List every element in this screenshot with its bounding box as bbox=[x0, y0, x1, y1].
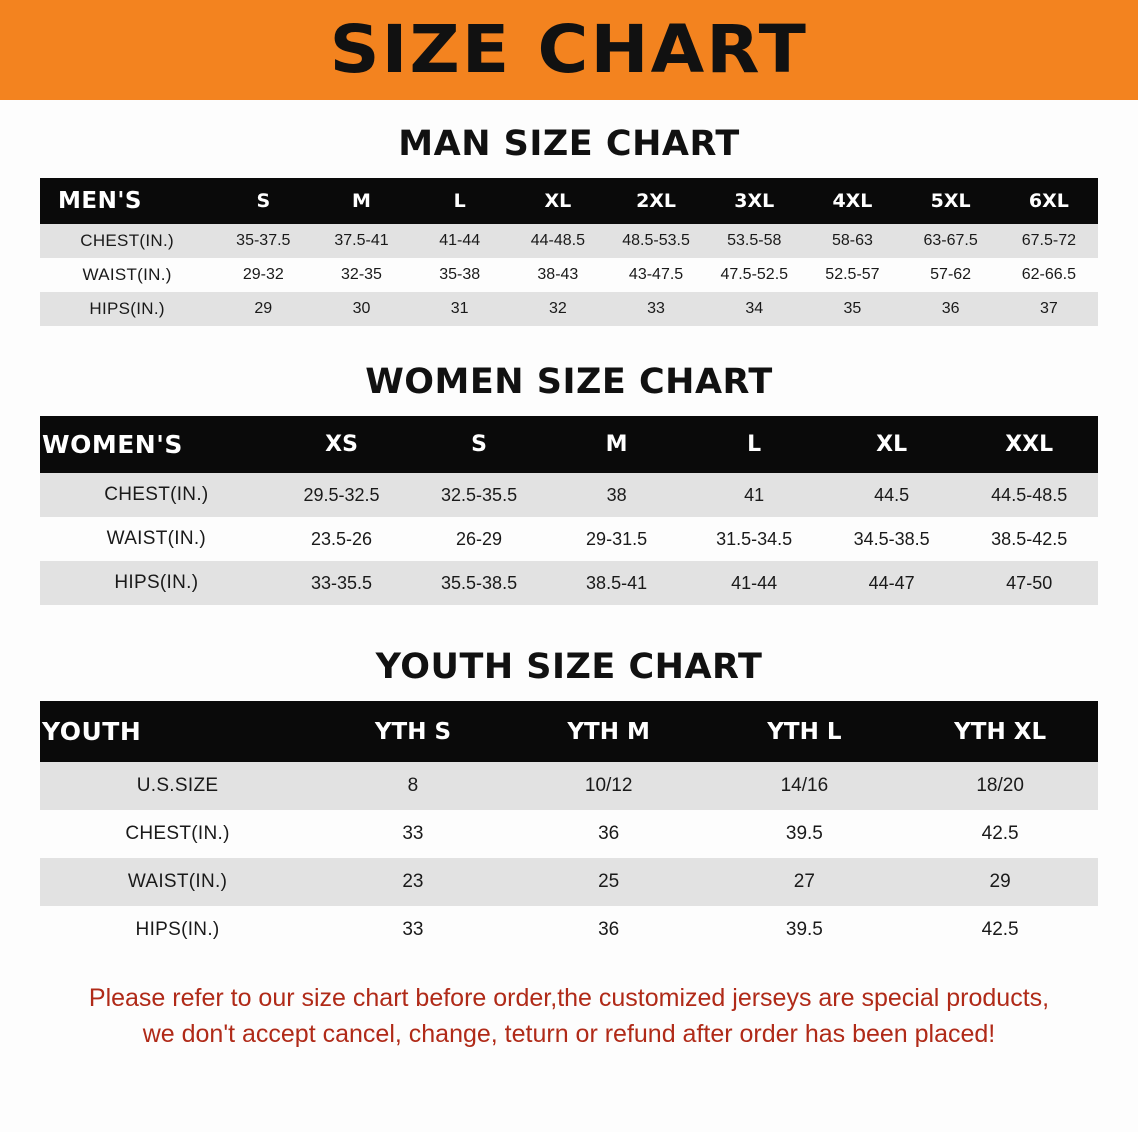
table-header-cell: YTH XL bbox=[902, 701, 1098, 762]
table-cell: 42.5 bbox=[902, 810, 1098, 858]
table-cell: 44-48.5 bbox=[509, 224, 607, 258]
table-cell: 37.5-41 bbox=[312, 224, 410, 258]
table-header-cell: YOUTH bbox=[40, 701, 315, 762]
table-row bbox=[40, 810, 1098, 858]
table-header-cell: XS bbox=[273, 416, 411, 473]
table-header-row bbox=[40, 701, 1098, 762]
table-header-row bbox=[40, 416, 1098, 473]
table-cell: 35 bbox=[803, 292, 901, 326]
table-cell: 44.5 bbox=[823, 473, 961, 517]
table-cell: 42.5 bbox=[902, 906, 1098, 954]
table-header-row bbox=[40, 178, 1098, 224]
table-cell: 18/20 bbox=[902, 762, 1098, 810]
table-header-cell: L bbox=[411, 178, 509, 224]
table-cell: 47.5-52.5 bbox=[705, 258, 803, 292]
row-label: WAIST(IN.) bbox=[40, 517, 273, 561]
table-cell: 62-66.5 bbox=[1000, 258, 1098, 292]
table-cell: 38-43 bbox=[509, 258, 607, 292]
man-size-table-wrap bbox=[40, 178, 1098, 326]
women-section-heading: WOMEN SIZE CHART bbox=[365, 362, 773, 402]
table-cell: 31.5-34.5 bbox=[685, 517, 823, 561]
table-cell: 10/12 bbox=[511, 762, 707, 810]
table-header-cell: 4XL bbox=[803, 178, 901, 224]
table-cell: 31 bbox=[411, 292, 509, 326]
table-row bbox=[40, 762, 1098, 810]
row-label: HIPS(IN.) bbox=[40, 906, 315, 954]
disclaimer-line-2: we don't accept cancel, change, teturn or refund after order has been placed! bbox=[142, 1020, 996, 1049]
row-label: HIPS(IN.) bbox=[40, 292, 214, 326]
women-size-table-wrap bbox=[40, 416, 1098, 605]
table-cell: 30 bbox=[312, 292, 410, 326]
table-header-cell: S bbox=[410, 416, 548, 473]
table-header-cell: 2XL bbox=[607, 178, 705, 224]
table-header-cell: WOMEN'S bbox=[40, 416, 273, 473]
table-cell: 33 bbox=[607, 292, 705, 326]
table-row bbox=[40, 473, 1098, 517]
table-row bbox=[40, 517, 1098, 561]
table-header-cell: M bbox=[548, 416, 686, 473]
table-header-cell: 6XL bbox=[1000, 178, 1098, 224]
disclaimer-note bbox=[34, 980, 1104, 1053]
table-cell: 26-29 bbox=[410, 517, 548, 561]
table-cell: 38.5-41 bbox=[548, 561, 686, 605]
table-cell: 34.5-38.5 bbox=[823, 517, 961, 561]
table-cell: 14/16 bbox=[707, 762, 903, 810]
table-cell: 36 bbox=[511, 810, 707, 858]
table-cell: 38 bbox=[548, 473, 686, 517]
table-cell: 32.5-35.5 bbox=[410, 473, 548, 517]
row-label: WAIST(IN.) bbox=[40, 858, 315, 906]
table-cell: 41 bbox=[685, 473, 823, 517]
table-cell: 44.5-48.5 bbox=[960, 473, 1098, 517]
table-row bbox=[40, 561, 1098, 605]
table-cell: 57-62 bbox=[902, 258, 1000, 292]
row-label: U.S.SIZE bbox=[40, 762, 315, 810]
table-header-cell: M bbox=[312, 178, 410, 224]
table-cell: 32 bbox=[509, 292, 607, 326]
table-cell: 43-47.5 bbox=[607, 258, 705, 292]
table-cell: 53.5-58 bbox=[705, 224, 803, 258]
table-cell: 58-63 bbox=[803, 224, 901, 258]
table-header-cell: XL bbox=[823, 416, 961, 473]
table-cell: 33 bbox=[315, 810, 511, 858]
table-header-cell: YTH S bbox=[315, 701, 511, 762]
table-header-cell: 5XL bbox=[902, 178, 1000, 224]
table-header-cell: MEN'S bbox=[40, 178, 214, 224]
youth-size-table-wrap bbox=[40, 701, 1098, 954]
row-label: CHEST(IN.) bbox=[40, 810, 315, 858]
table-cell: 23.5-26 bbox=[273, 517, 411, 561]
women-size-table bbox=[40, 416, 1098, 605]
table-cell: 38.5-42.5 bbox=[960, 517, 1098, 561]
table-cell: 44-47 bbox=[823, 561, 961, 605]
table-cell: 33-35.5 bbox=[273, 561, 411, 605]
youth-section-heading: YOUTH SIZE CHART bbox=[375, 647, 763, 687]
table-cell: 25 bbox=[511, 858, 707, 906]
table-cell: 23 bbox=[315, 858, 511, 906]
table-header-cell: XXL bbox=[960, 416, 1098, 473]
table-cell: 41-44 bbox=[411, 224, 509, 258]
table-cell: 29 bbox=[902, 858, 1098, 906]
row-label: HIPS(IN.) bbox=[40, 561, 273, 605]
table-cell: 35-38 bbox=[411, 258, 509, 292]
table-cell: 29-31.5 bbox=[548, 517, 686, 561]
table-cell: 8 bbox=[315, 762, 511, 810]
disclaimer-line-1: Please refer to our size chart before order,the customized jerseys are special products, bbox=[88, 984, 1050, 1012]
table-cell: 32-35 bbox=[312, 258, 410, 292]
table-cell: 35-37.5 bbox=[214, 224, 312, 258]
table-cell: 52.5-57 bbox=[803, 258, 901, 292]
table-row bbox=[40, 858, 1098, 906]
row-label: CHEST(IN.) bbox=[40, 224, 214, 258]
table-cell: 67.5-72 bbox=[1000, 224, 1098, 258]
youth-size-table bbox=[40, 701, 1098, 954]
table-header-cell: YTH L bbox=[707, 701, 903, 762]
table-header-cell: XL bbox=[509, 178, 607, 224]
table-header-cell: YTH M bbox=[511, 701, 707, 762]
table-header-cell: L bbox=[685, 416, 823, 473]
row-label: CHEST(IN.) bbox=[40, 473, 273, 517]
page-banner bbox=[0, 0, 1138, 100]
table-cell: 39.5 bbox=[707, 906, 903, 954]
table-cell: 36 bbox=[511, 906, 707, 954]
table-cell: 33 bbox=[315, 906, 511, 954]
table-cell: 29-32 bbox=[214, 258, 312, 292]
table-row bbox=[40, 224, 1098, 258]
table-cell: 35.5-38.5 bbox=[410, 561, 548, 605]
table-cell: 63-67.5 bbox=[902, 224, 1000, 258]
table-row bbox=[40, 292, 1098, 326]
table-cell: 39.5 bbox=[707, 810, 903, 858]
table-header-cell: S bbox=[214, 178, 312, 224]
page-title: SIZE CHART bbox=[329, 11, 809, 88]
man-size-table bbox=[40, 178, 1098, 326]
table-cell: 27 bbox=[707, 858, 903, 906]
table-cell: 29.5-32.5 bbox=[273, 473, 411, 517]
table-row bbox=[40, 258, 1098, 292]
table-row bbox=[40, 906, 1098, 954]
table-cell: 36 bbox=[902, 292, 1000, 326]
table-cell: 34 bbox=[705, 292, 803, 326]
table-cell: 48.5-53.5 bbox=[607, 224, 705, 258]
man-section-heading: MAN SIZE CHART bbox=[398, 124, 740, 164]
table-header-cell: 3XL bbox=[705, 178, 803, 224]
row-label: WAIST(IN.) bbox=[40, 258, 214, 292]
table-cell: 41-44 bbox=[685, 561, 823, 605]
table-cell: 47-50 bbox=[960, 561, 1098, 605]
table-cell: 29 bbox=[214, 292, 312, 326]
table-cell: 37 bbox=[1000, 292, 1098, 326]
